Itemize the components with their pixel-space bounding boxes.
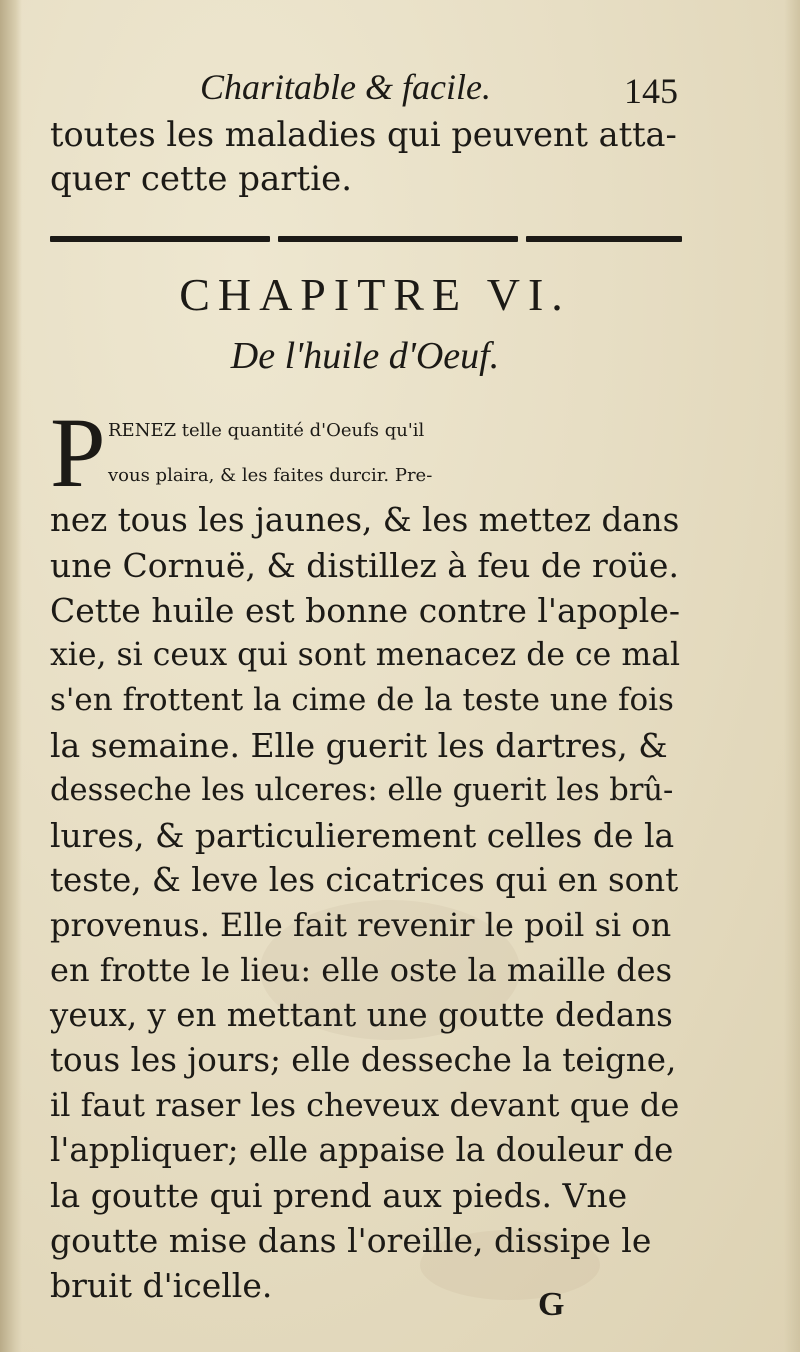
text-line: yeux, y en mettant une goutte dedans [50, 996, 673, 1034]
chapter-body [50, 397, 681, 1308]
intro-text [50, 112, 680, 202]
text-line: bruit d'icelle. [50, 1266, 273, 1305]
page-header [50, 62, 680, 118]
page-gutter-shadow [0, 0, 22, 1352]
text-line: xie, si ceux qui sont menacez de ce mal [50, 637, 681, 673]
text-line: en frotte le lieu: elle oste la maille des [50, 951, 672, 989]
text-line: s'en frottent la cime de la teste une fois [50, 682, 674, 718]
text-line: il faut raser les cheveux devant que de [50, 1086, 680, 1124]
text-line: provenus. Elle fait revenir le poil si on [50, 906, 672, 944]
text-line: la semaine. Elle guerit les dartres, & [50, 726, 668, 765]
signature-mark: G [538, 1286, 565, 1323]
running-head: Charitable & facile. [200, 67, 491, 107]
drop-cap: P [50, 397, 106, 508]
section-divider [50, 236, 682, 244]
text-line: toutes les maladies qui peuvent atta- [50, 115, 677, 154]
text-line: nez tous les jaunes, & les mettez dans [50, 501, 680, 539]
text-line: quer cette partie. [50, 159, 353, 199]
text-line: goutte mise dans l'oreille, dissipe le [50, 1221, 652, 1260]
text-line: lures, & particulierement celles de la [50, 816, 675, 855]
text-line: la goutte qui prend aux pieds. Vne [50, 1176, 628, 1215]
text-line: tous les jours; elle desseche la teigne, [50, 1041, 677, 1079]
chapter-title: CHAPITRE VI. [179, 269, 571, 320]
text-line: Cette huile est bonne contre l'apople- [50, 591, 680, 630]
text-line: une Cornuë, & distillez à feu de roüe. [50, 546, 679, 585]
text-line: RENEZ telle quantité d'Oeufs qu'il [108, 420, 425, 441]
chapter-subtitle: De l'huile d'Oeuf. [230, 335, 500, 377]
page-number: 145 [624, 71, 678, 111]
text-line: l'appliquer; elle appaise la douleur de [50, 1131, 674, 1169]
page-edge-shadow [784, 0, 800, 1352]
text-line: vous plaira, & les faites durcir. Pre- [108, 465, 433, 486]
text-line: teste, & leve les cicatrices qui en sont [50, 861, 679, 899]
text-line: desseche les ulceres: elle guerit les brû- [50, 773, 674, 808]
